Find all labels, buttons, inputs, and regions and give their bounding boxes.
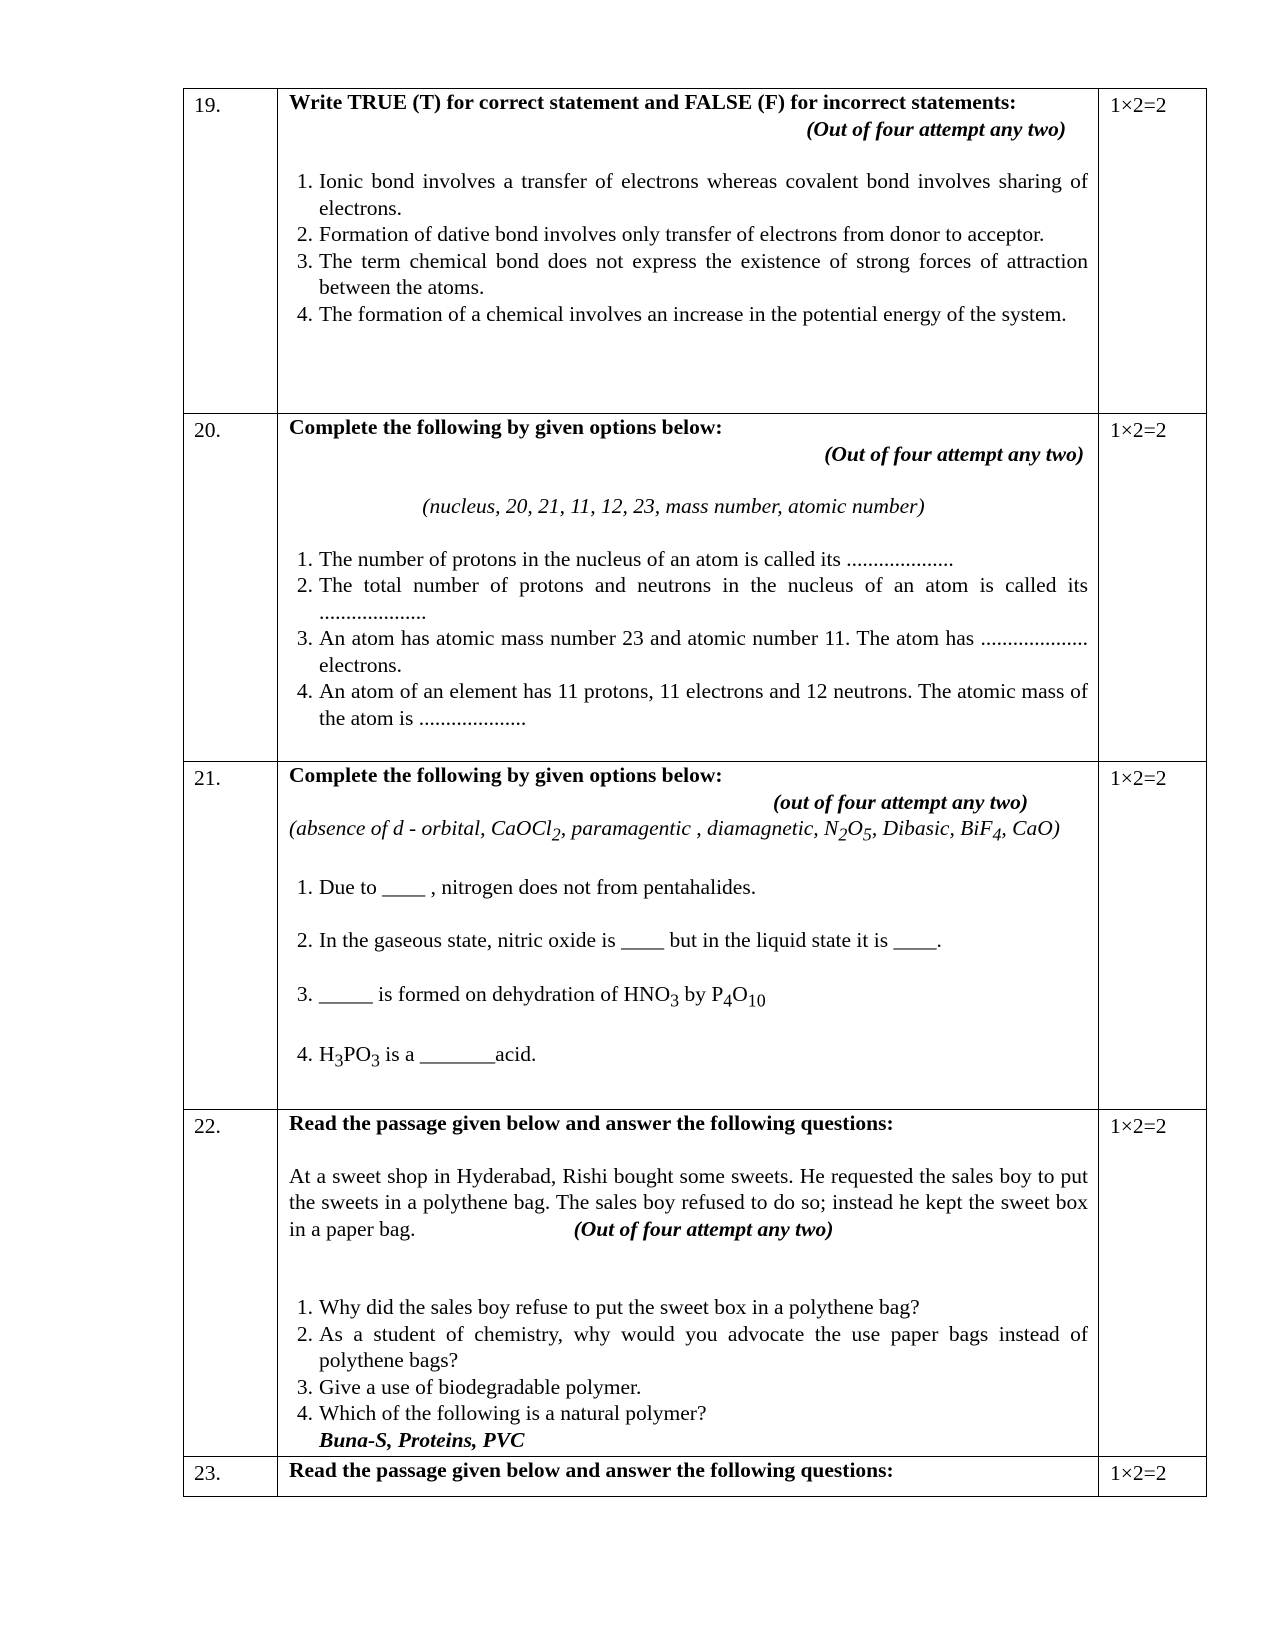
- marks-cell: 1×2=2: [1099, 1110, 1207, 1457]
- question-row-22: [184, 1110, 1207, 1457]
- fill-blank-list: [289, 546, 1088, 732]
- list-item: 2. The total number of protons and neutrons in the nucleus of an atom is called its ....................: [296, 573, 1088, 624]
- fill-blank-list: [289, 874, 1088, 1074]
- marks-cell: 1×2=2: [1099, 1457, 1207, 1497]
- question-table: [183, 88, 1207, 1497]
- attempt-note: (Out of four attempt any two): [824, 441, 1084, 466]
- list-item: 4. The formation of a chemical involves an increase in the potential energy of the system.: [296, 301, 1067, 326]
- list-item: 1. The number of protons in the nucleus of an atom is called its ....................: [296, 546, 954, 571]
- question-body: [278, 89, 1099, 414]
- attempt-note: (out of four attempt any two): [772, 789, 1028, 814]
- question-body: [278, 762, 1099, 1110]
- question-body: [278, 1110, 1099, 1457]
- attempt-note: (Out of four attempt any two): [806, 116, 1066, 141]
- list-item: 2. Formation of dative bond involves only transfer of electrons from donor to acceptor.: [296, 222, 1045, 246]
- list-item: 1. Due to ____ , nitrogen does not from pentahalides.: [296, 874, 757, 899]
- list-item: 1. Ionic bond involves a transfer of electrons whereas covalent bond involves sharing of electrons.: [296, 169, 1088, 220]
- question-list: [289, 1294, 1088, 1453]
- marks-cell: 1×2=2: [1099, 414, 1207, 762]
- options-list: (nucleus, 20, 21, 11, 12, 23, mass number, atomic number): [422, 494, 925, 518]
- passage: At a sweet shop in Hyderabad, Rishi bought some sweets. He requested the sales boy to put the sweets in a polythene bag. The sales boy refused to do so; instead he kept the sweet box in a paper bag. (Out of four attempt any two): [289, 1163, 1088, 1241]
- question-row-20: [184, 414, 1207, 762]
- list-item: 3. Give a use of biodegradable polymer.: [296, 1374, 642, 1399]
- list-item: 3. An atom has atomic mass number 23 and atomic number 11. The atom has .................... electrons.: [296, 626, 1088, 677]
- question-row-21: [184, 762, 1207, 1110]
- question-row-19: [184, 89, 1207, 414]
- question-number: 22.: [184, 1110, 278, 1457]
- question-number: 20.: [184, 414, 278, 762]
- question-number: 21.: [184, 762, 278, 1110]
- question-heading: Write TRUE (T) for correct statement and FALSE (F) for incorrect statements:: [289, 90, 1017, 114]
- question-body: [278, 1457, 1099, 1497]
- polymer-choices: Buna-S, Proteins, PVC: [319, 1427, 525, 1452]
- list-item: 2. As a student of chemistry, why would you advocate the use paper bags instead of polythene bags?: [296, 1321, 1088, 1372]
- list-item: 4. $H_3PO_3$ is a _______acid.: [296, 1041, 537, 1070]
- question-heading: Complete the following by given options below:: [289, 763, 723, 787]
- attempt-note: (Out of four attempt any two): [573, 1216, 834, 1241]
- question-heading: Read the passage given below and answer the following questions:: [289, 1458, 894, 1482]
- marks-cell: 1×2=2: [1099, 762, 1207, 1110]
- question-number: 23.: [184, 1457, 278, 1497]
- list-item: 4. Which of the following is a natural polymer? Buna-S, Proteins, PVC: [296, 1401, 707, 1452]
- options-list: (absence of d - orbital, CaOCl$_2$, paramagentic , diamagnetic, $N_2O_5$, Dibasic, BiF$_4$, CaO): [289, 816, 1060, 845]
- question-heading: Read the passage given below and answer the following questions:: [289, 1111, 894, 1135]
- list-item: 3. The term chemical bond does not express the existence of strong forces of attraction between the atoms.: [296, 248, 1088, 299]
- list-item: 4. An atom of an element has 11 protons, 11 electrons and 12 neutrons. The atomic mass of the atom is ....................: [296, 679, 1088, 730]
- question-body: [278, 414, 1099, 762]
- question-row-23: [184, 1457, 1207, 1497]
- list-item: 1. Why did the sales boy refuse to put the sweet box in a polythene bag?: [296, 1295, 920, 1319]
- list-item: 2. In the gaseous state, nitric oxide is ____ but in the liquid state it is ____.: [296, 928, 942, 953]
- statement-list: [289, 168, 1088, 327]
- question-heading: Complete the following by given options below:: [289, 415, 723, 439]
- list-item: 3. _____ is formed on dehydration of $HNO_3$ by $P_4O_{10}$: [296, 981, 766, 1011]
- marks-cell: 1×2=2: [1099, 89, 1207, 414]
- question-number: 19.: [184, 89, 278, 414]
